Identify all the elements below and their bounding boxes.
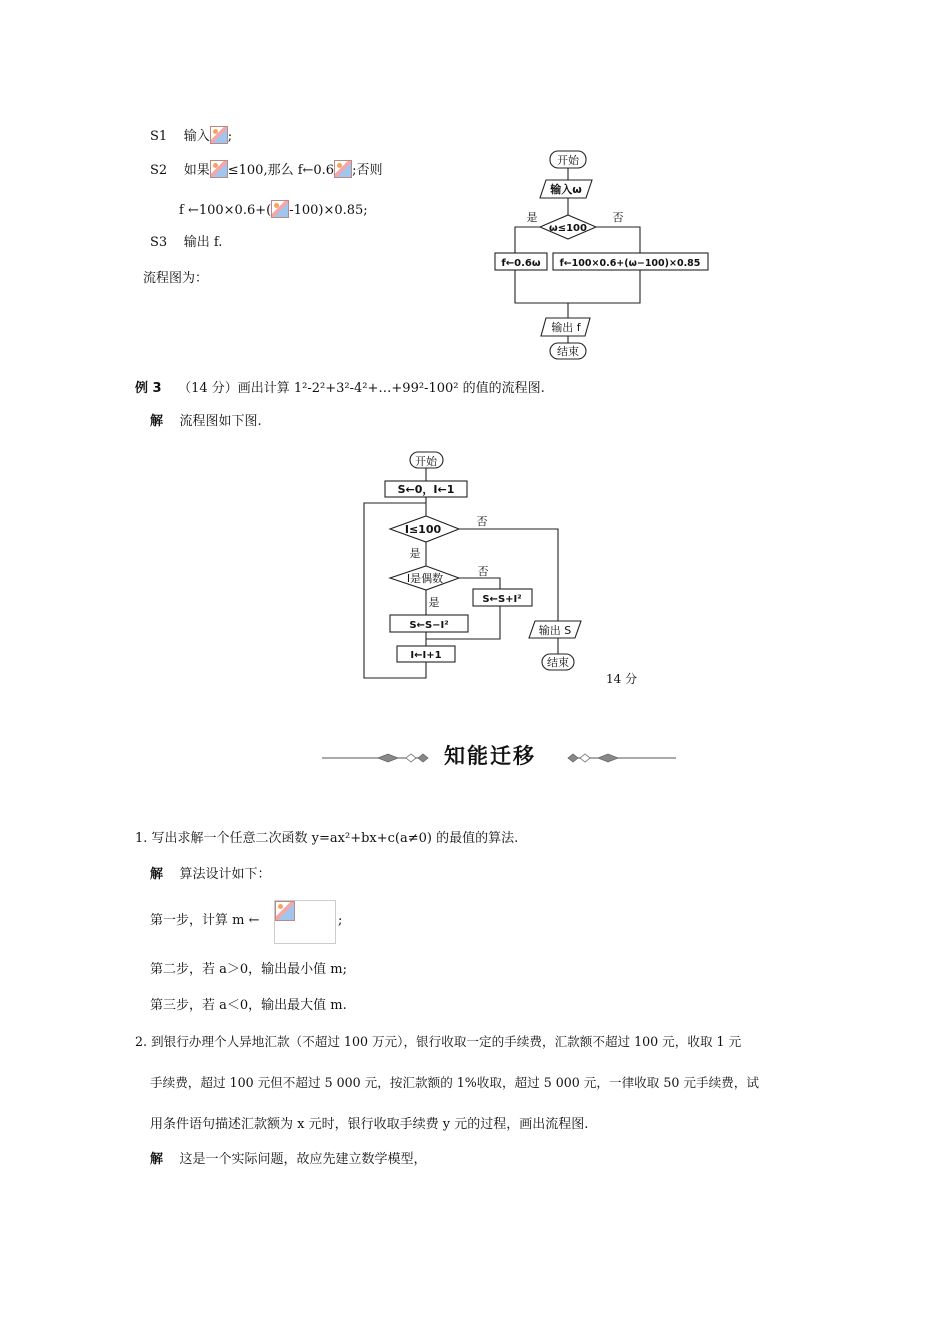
fc2-no2-text: 否 (477, 565, 489, 578)
flow-caption: 流程图为： (143, 271, 209, 286)
q1-step1: 第一步，计算 m ← (150, 913, 260, 928)
q2-line2: 手续费，超过 100 元但不超过 5 000 元，按汇款额的 1%收取，超过 5 000 元，一律收取 50 元手续费，试 (150, 1075, 759, 1090)
flowchart-1 (480, 145, 720, 365)
fc2-cond1-text: I≤100 (404, 523, 442, 536)
fc2-output-text: 输出 S (538, 624, 572, 637)
example3: 例 3 （14 分）画出计算 1²-2²+3²-4²+…+99²-100² 的值的流程图. (135, 381, 545, 396)
fc1-right-text: f←100×0.6+(ω−100)×0.85 (559, 258, 701, 269)
fc2-start-text: 开始 (415, 455, 437, 468)
step-s1: S1 输入 ; (150, 126, 232, 144)
diamond-ornament-icon (378, 754, 398, 762)
formula-image-icon (271, 200, 289, 218)
diamond-ornament-icon (568, 754, 578, 762)
q1-solution: 解 算法设计如下： (150, 867, 271, 882)
diamond-ornament-icon (580, 754, 590, 762)
formula-image-icon (210, 126, 228, 144)
fc2-end-text: 结束 (547, 656, 569, 669)
q1-text: 1. 写出求解一个任意二次函数 y=ax²+bx+c(a≠0) 的最值的算法. (135, 831, 519, 846)
q2-line3: 用条件语句描述汇款额为 x 元时，银行收取手续费 y 元的过程，画出流程图. (150, 1117, 589, 1132)
fc2-cond2-text: I是偶数 (406, 572, 444, 585)
formula-image-icon (210, 160, 228, 178)
q1-step2: 第二步，若 a＞0，输出最小值 m; (150, 962, 347, 977)
formula-image-icon (334, 160, 352, 178)
formula-image-frame (274, 900, 336, 944)
fc2-plus-text: S←S+I² (482, 594, 522, 605)
fc2-no1-text: 否 (476, 515, 488, 528)
fc2-inc-text: I←I+1 (410, 650, 442, 661)
fc1-start-text: 开始 (557, 154, 579, 167)
fc2-minus-text: S←S−I² (409, 620, 449, 631)
diamond-ornament-icon (406, 754, 416, 762)
q1-step3: 第三步，若 a＜0，输出最大值 m. (150, 998, 347, 1013)
q2-solution: 解 这是一个实际问题，故应先建立数学模型， (150, 1152, 427, 1167)
q2-line1: 2. 到银行办理个人异地汇款（不超过 100 万元），银行收取一定的手续费，汇款额不超过 100 元，收取 1 元 (135, 1034, 742, 1049)
fc1-end-text: 结束 (557, 345, 579, 358)
formula-image-icon (275, 901, 295, 921)
step-s3: S3 输出 f. (150, 235, 223, 250)
flowchart-2 (355, 445, 645, 690)
fc1-no-text: 否 (612, 211, 624, 224)
diamond-ornament-icon (418, 754, 428, 762)
fc1-yes-text: 是 (526, 211, 538, 224)
score-note: 14 分 (606, 672, 638, 686)
fc1-cond-text: ω≤100 (549, 223, 587, 234)
step-s2-continued: f ←100×0.6+( -100)×0.85; (179, 200, 368, 218)
fc2-yes1-text: 是 (409, 547, 421, 560)
q1-step1-end: ; (338, 913, 343, 928)
fc2-yes2-text: 是 (428, 596, 440, 609)
fc2-init-text: S←0，I←1 (397, 483, 455, 496)
fc1-input-text: 输入ω (550, 183, 582, 196)
section-title: 知能迁移 (444, 744, 536, 768)
example3-solution: 解 流程图如下图. (150, 414, 262, 429)
step-s2: S2 如果 ≤100,那么 f←0.6 ;否则 (150, 160, 382, 178)
fc1-output-text: 输出 f (551, 321, 581, 334)
diamond-ornament-icon (598, 754, 618, 762)
fc1-left-text: f←0.6ω (501, 258, 541, 269)
